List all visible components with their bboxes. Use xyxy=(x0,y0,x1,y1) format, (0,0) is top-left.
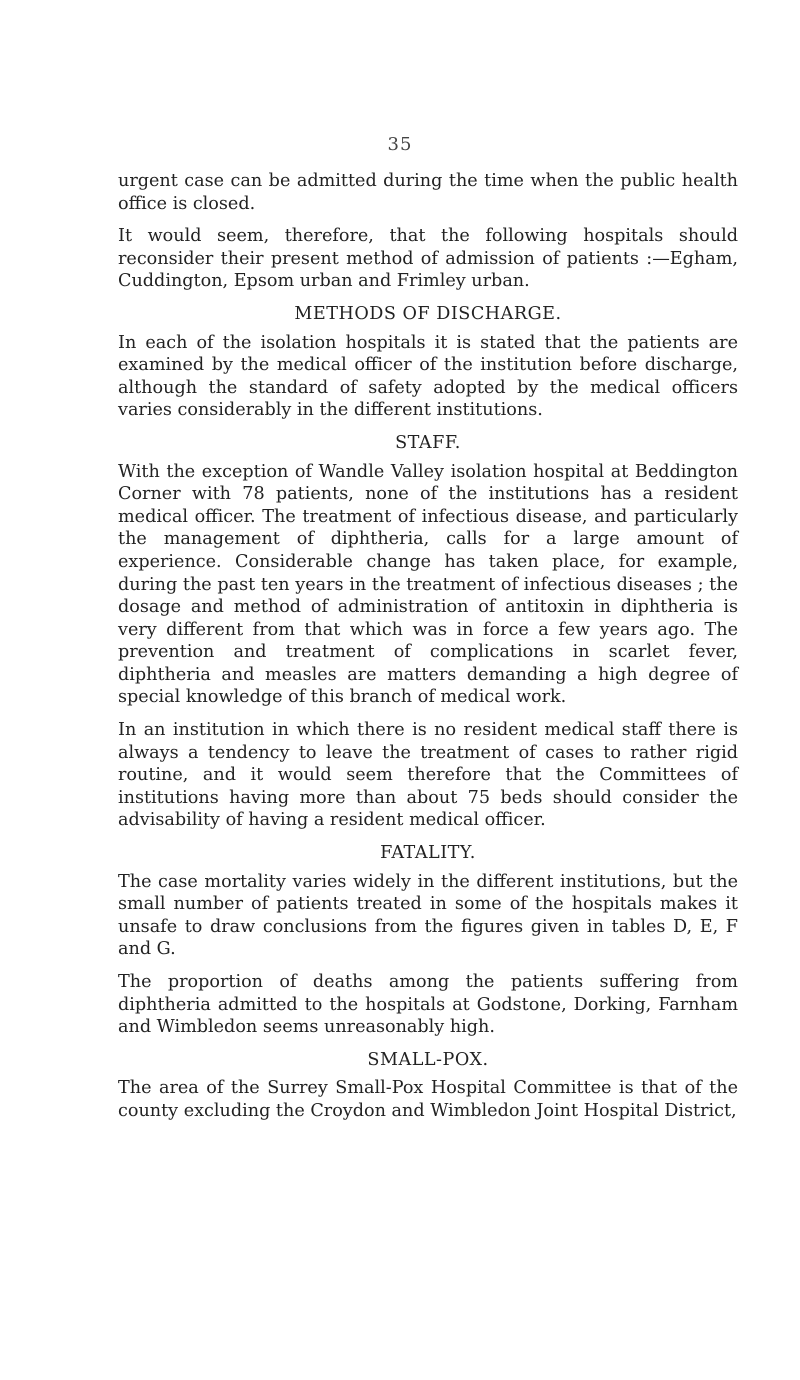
paragraph-small-pox-area: The area of the Surrey Small-Pox Hospital Committee is that of the county excluding the Croydon and Wimbledon Joint Hospital District, xyxy=(118,1078,738,1121)
paragraph-case-mortality: The case mortality varies widely in the different institutions, but the small number of patients treated in some of the hospitals makes it unsafe to draw conclusions from the figures given in tables D, E, F and G. xyxy=(118,871,738,960)
heading-methods-of-discharge: METHODS OF DISCHARGE. xyxy=(294,303,562,324)
page-number: 35 xyxy=(387,134,413,155)
paragraph-staff-experience: With the exception of Wandle Valley isolation hospital at Beddington Corner with 78 patients, none of the institutions has a resident medical officer. The treatment of infectious disease, and particularly the management of diphtheria, calls for a large amount of experience. Considerable change has taken place, for example, during the past ten years in the treatment of infectious diseases ; the dosage and method of administration of antitoxin in diphtheria is very different from that which was in force a few years ago. The prevention and treatment of complications in scarlet fever, diphtheria and measles are matters demanding a high degree of special knowledge of this branch of medical work. xyxy=(118,461,738,708)
heading-staff: STAFF. xyxy=(395,432,461,453)
paragraph-diphtheria-deaths: The proportion of deaths among the patients suffering from diphtheria admitted to the hospitals at Godstone, Dorking, Farnham and Wimbledon seems unreasonably high. xyxy=(118,972,738,1038)
paragraph-discharge: In each of the isolation hospitals it is stated that the patients are examined by the medical officer of the institution before discharge, although the standard of safety adopted by the medical officers varies considerably in the different institutions. xyxy=(118,332,738,421)
heading-fatality: FATALITY. xyxy=(380,843,476,864)
paragraph-reconsider-admission: It would seem, therefore, that the following hospitals should reconsider their present method of admission of patients :—Egham, Cuddington, Epsom urban and Frimley urban. xyxy=(118,226,738,292)
document-body xyxy=(118,170,738,1133)
paragraph-admission-urgent: urgent case can be admitted during the time when the public health office is closed. xyxy=(118,171,738,214)
paragraph-staff-resident: In an institution in which there is no resident medical staff there is always a tendency to leave the treatment of cases to rather rigid routine, and it would seem therefore that the Committees of institutions having more than about 75 beds should consider the advisability of having a resident medical officer. xyxy=(118,720,738,831)
heading-small-pox: SMALL-POX. xyxy=(367,1049,489,1070)
